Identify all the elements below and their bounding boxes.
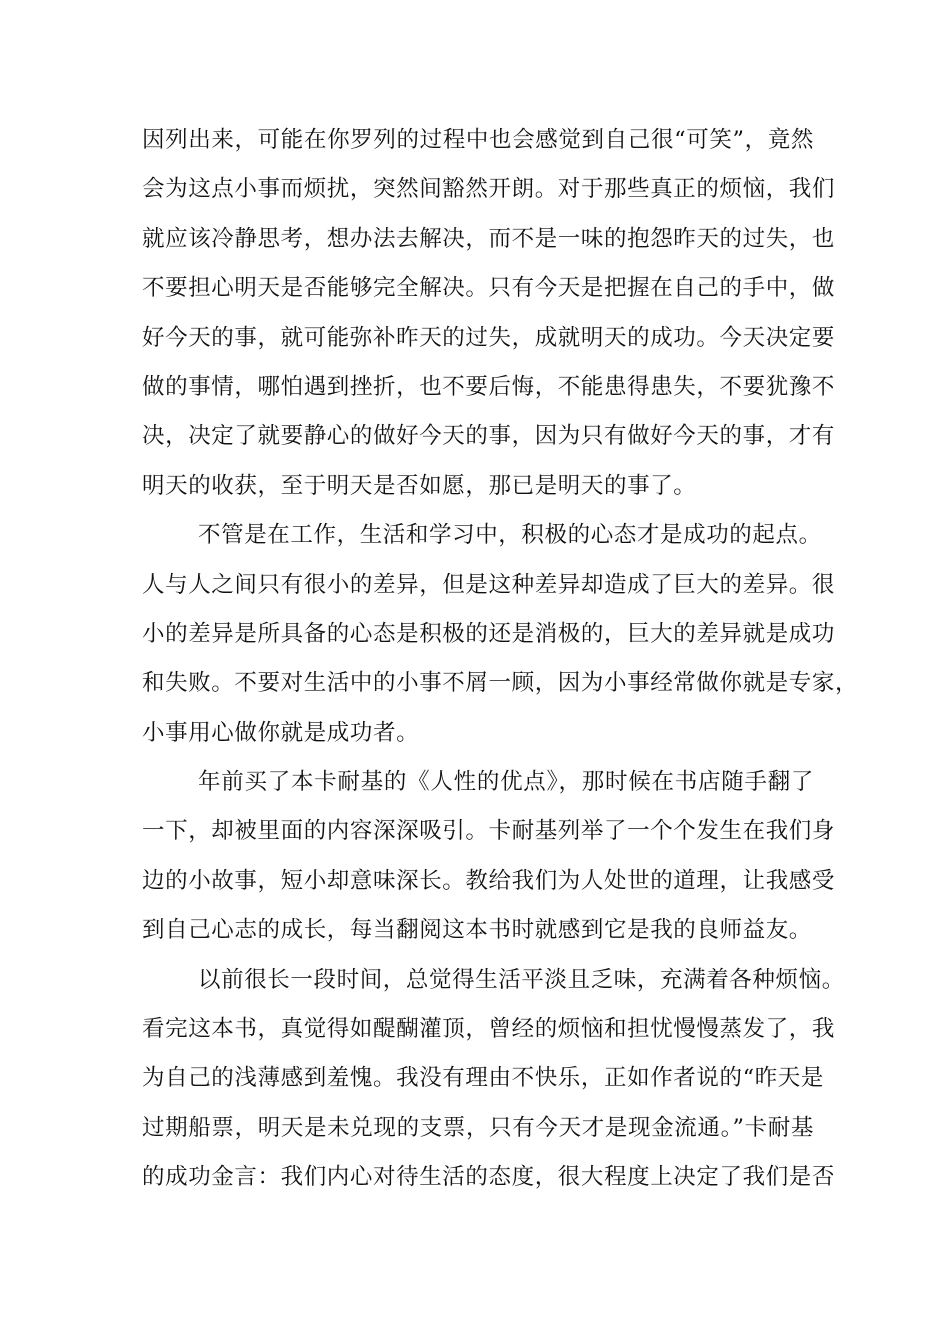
paragraph-1-line-4: 不要担心明天是否能够完全解决。只有今天是把握在自己的手中，做 [142, 275, 836, 302]
paragraph-2-line-2: 人与人之间只有很小的差异，但是这种差异却造成了巨大的差异。很 [142, 571, 836, 598]
paragraph-1-line-5: 好今天的事，就可能弥补昨天的过失，成就明天的成功。今天决定要 [142, 324, 836, 351]
paragraph-4-line-2: 看完这本书，真觉得如醍醐灌顶，曾经的烦恼和担忧慢慢蒸发了，我 [142, 1016, 836, 1043]
paragraph-4-line-1: 以前很长一段时间，总觉得生活平淡且乏味，充满着各种烦恼。 [198, 966, 845, 993]
paragraph-2-line-4: 和失败。不要对生活中的小事不屑一顾，因为小事经常做你就是专家， [142, 670, 859, 697]
paragraph-1-line-8: 明天的收获，至于明天是否如愿，那已是明天的事了。 [142, 472, 697, 499]
paragraph-2-line-3: 小的差异是所具备的心态是积极的还是消极的，巨大的差异就是成功 [142, 620, 836, 647]
paragraph-3-line-1: 年前买了本卡耐基的《人性的优点》，那时候在书店随手翻了 [198, 769, 814, 796]
paragraph-4-line-4: 过期船票，明天是未兑现的支票，只有今天才是现金流通。”卡耐基 [142, 1114, 814, 1141]
paragraph-2-line-1: 不管是在工作，生活和学习中，积极的心态才是成功的起点。 [198, 522, 822, 549]
paragraph-3-line-4: 到自己心志的成长，每当翻阅这本书时就感到它是我的良师益友。 [142, 917, 812, 944]
paragraph-3-line-2: 一下，却被里面的内容深深吸引。卡耐基列举了一个个发生在我们身 [142, 818, 836, 845]
paragraph-1-line-6: 做的事情，哪怕遇到挫折，也不要后悔，不能患得患失，不要犹豫不 [142, 373, 836, 400]
body-text [142, 116, 859, 1203]
paragraph-3-line-3: 边的小故事，短小却意味深长。教给我们为人处世的道理，让我感受 [142, 867, 836, 894]
paragraph-4-line-3: 为自己的浅薄感到羞愧。我没有理由不快乐，正如作者说的“昨天是 [142, 1065, 825, 1092]
paragraph-1-line-3: 就应该冷静思考，想办法去解决，而不是一味的抱怨昨天的过失，也 [142, 225, 836, 252]
paragraph-4-line-5: 的成功金言：我们内心对待生活的态度，很大程度上决定了我们是否 [142, 1164, 836, 1191]
paragraph-1-line-1: 因列出来，可能在你罗列的过程中也会感觉到自己很“可笑”，竟然 [142, 127, 814, 153]
paragraph-2-line-5: 小事用心做你就是成功者。 [142, 719, 420, 746]
paragraph-1-line-7: 决，决定了就要静心的做好今天的事，因为只有做好今天的事，才有 [142, 423, 836, 450]
paragraph-1-line-2: 会为这点小事而烦扰，突然间豁然开朗。对于那些真正的烦恼，我们 [142, 176, 836, 203]
